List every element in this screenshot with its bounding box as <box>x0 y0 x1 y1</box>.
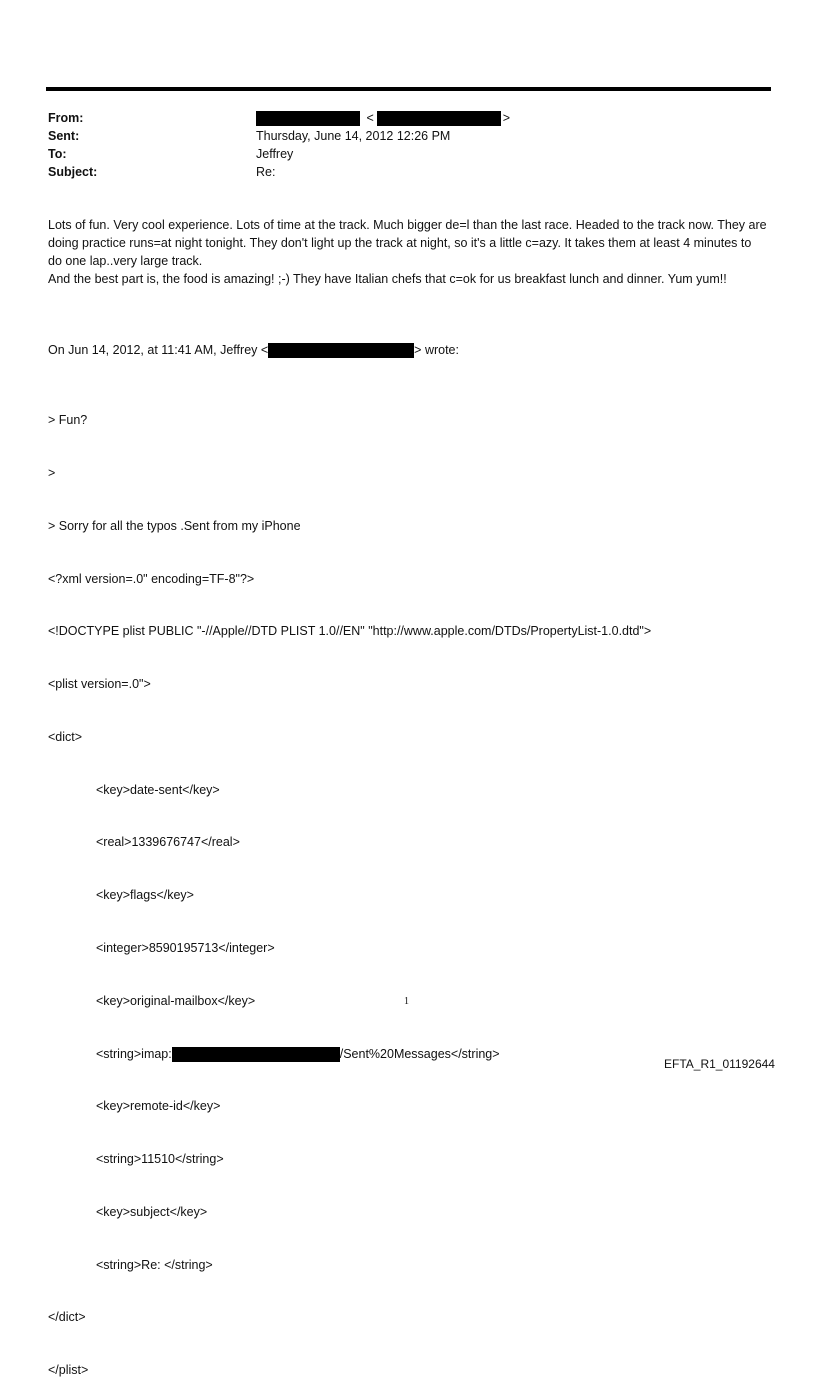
bates-number: EFTA_R1_01192644 <box>664 1057 775 1071</box>
message-body <box>48 216 768 288</box>
page-number: 1 <box>404 996 409 1007</box>
subject-value: Re: <box>256 165 276 179</box>
quoted-line: <string>11510</string> <box>96 1152 224 1167</box>
sent-label: Sent: <box>48 129 80 143</box>
quoted-line: <dict> <box>48 729 83 744</box>
quoted-line: <key>flags</key> <box>96 888 194 903</box>
imap-prefix: <string>imap: <box>96 1046 172 1061</box>
quoted-line: <key>subject</key> <box>96 1204 208 1219</box>
subject-label: Subject: <box>48 165 98 179</box>
from-open-bracket: < <box>366 111 374 125</box>
body-paragraph-1: Lots of fun. Very cool experience. Lots of time at the track. Much bigger de=l than the last race. Headed to the track now. They are doing practice runs=at night tonight. They don't light up the track at night, so it's a little c=azy. It takes them at least 4 minutes to do one lap..very large track. <box>48 218 767 268</box>
redaction-box <box>172 1047 340 1062</box>
from-value <box>256 109 510 127</box>
redaction-box <box>377 111 501 126</box>
quoted-line: <key>remote-id</key> <box>96 1099 221 1114</box>
quoted-line: <?xml version=.0" encoding=TF-8"?> <box>48 571 255 586</box>
quoted-line: <real>1339676747</real> <box>96 835 240 850</box>
quoted-line-imap <box>48 1046 651 1064</box>
quoted-line: <!DOCTYPE plist PUBLIC "-//Apple//DTD PLIST 1.0//EN" "http://www.apple.com/DTDs/PropertyList-1.0.dtd"> <box>48 624 652 639</box>
from-label: From: <box>48 111 84 125</box>
to-label: To: <box>48 147 67 161</box>
to-value: Jeffrey <box>256 147 294 161</box>
top-rule <box>46 87 771 91</box>
quoted-line: </dict> <box>48 1310 86 1325</box>
quoted-line: <integer>8590195713</integer> <box>96 941 275 955</box>
sent-value: Thursday, June 14, 2012 12:26 PM <box>256 129 451 143</box>
from-close-bracket: > <box>502 111 511 125</box>
imap-suffix: /Sent%20Messages</string> <box>339 1046 500 1061</box>
quote-intro <box>48 341 459 359</box>
redaction-box <box>256 111 360 126</box>
quoted-message <box>48 377 651 1397</box>
quoted-line: <plist version=.0"> <box>48 677 151 692</box>
quoted-line: <string>Re: </string> <box>96 1257 213 1272</box>
quoted-line: > Sorry for all the typos .Sent from my iPhone <box>48 518 301 533</box>
quoted-line: <key>original-mailbox</key> <box>96 993 256 1008</box>
quote-intro-prefix: On Jun 14, 2012, at 11:41 AM, Jeffrey < <box>48 343 269 357</box>
body-paragraph-2: And the best part is, the food is amazing! ;-) They have Italian chefs that c=ok for us breakfast lunch and dinner. Yum yum!! <box>48 272 727 286</box>
quoted-line: <key>date-sent</key> <box>96 782 220 797</box>
quoted-line: > Fun? <box>48 413 88 428</box>
quoted-line: > <box>48 465 56 480</box>
quote-intro-suffix: > wrote: <box>414 343 459 357</box>
redaction-box <box>268 343 414 358</box>
quoted-line: </plist> <box>48 1363 89 1378</box>
